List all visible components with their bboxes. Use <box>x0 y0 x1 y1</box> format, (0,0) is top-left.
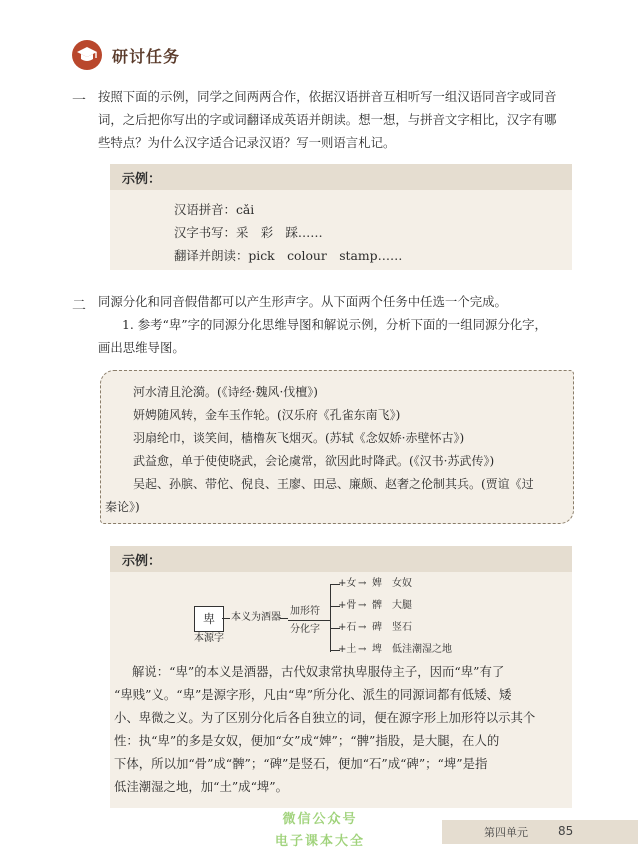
example-1-line: 汉语拼音：cǎi <box>174 202 255 217</box>
connector <box>280 618 288 619</box>
explain-line: 小、卑微之义。为了区别分化后各自独立的词，便在源字形上加形符以示其个 <box>114 710 536 725</box>
section-title: 研讨任务 <box>112 46 181 66</box>
root-char-box: 卑 <box>194 606 224 632</box>
example-1-label: 示例： <box>122 172 162 187</box>
branch-bottom-label: 分化字 <box>290 624 320 635</box>
example-1-line: 汉字书写：采 彩 踩…… <box>174 225 323 240</box>
task-1-line: 按照下面的示例，同学之间两两合作，依据汉语拼音互相听写一组汉语同音字或同音 <box>98 89 557 104</box>
leaf-char: 髀 <box>372 600 382 611</box>
example-2-header <box>110 546 572 572</box>
task-2-number: 二 <box>72 298 86 314</box>
leaf-add: +土 <box>338 644 357 655</box>
quote-line: 河水清且沦漪。(《诗经·魏风·伐檀》) <box>133 385 318 399</box>
example-2-box <box>110 572 572 808</box>
footer-unit: 第四单元 <box>484 826 528 839</box>
bracket <box>330 584 331 652</box>
quote-line: 羽扇纶巾，谈笑间，樯橹灰飞烟灭。(苏轼《念奴娇·赤壁怀古》) <box>133 431 465 445</box>
leaf-add: +骨 <box>338 600 357 611</box>
task-2-sub-line: 1. 参考“卑”字的同源分化思维导图和解说示例，分析下面的一组同源分化字， <box>122 317 547 332</box>
leaf-gloss: 女奴 <box>392 578 412 589</box>
section-heading <box>72 40 180 70</box>
example-2-label: 示例： <box>122 554 162 569</box>
quote-line: 武益愈，单于使使晓武，会论虞常，欲因此时降武。(《汉书·苏武传》) <box>133 454 495 468</box>
quote-box <box>100 370 574 524</box>
quote-line: 吴起、孙膑、带佗、倪良、王廖、田忌、廉颇、赵奢之伦制其兵。(贾谊《过 <box>133 477 534 491</box>
task-1-line: 些特点？为什么汉字适合记录汉语？写一则语言札记。 <box>98 135 396 150</box>
branch-line <box>288 620 330 621</box>
watermark-line: 电子课本大全 <box>274 834 365 849</box>
task-1-number: 一 <box>72 93 86 109</box>
leaf-char: 婢 <box>372 578 382 589</box>
explain-line: “卑贱”义。“卑”是源字形，凡由“卑”所分化、派生的同源词都有低矮、矮 <box>114 687 512 702</box>
explain-line: 性：执“卑”的多是女奴，便加“女”成“婢”；“髀”指股，是大腿，在人的 <box>114 733 500 748</box>
leaf-char: 埤 <box>372 644 382 655</box>
quote-line: 秦论》) <box>105 500 140 514</box>
branch-top-label: 加形符 <box>290 606 320 617</box>
meaning-label: 本义为酒器 <box>231 612 281 623</box>
leaf-add: +石 <box>338 622 357 633</box>
example-1-line: 翻译并朗读：pick colour stamp…… <box>174 248 403 263</box>
quote-line: 妍娉随风转，金车玉作轮。(汉乐府《孔雀东南飞》) <box>133 408 401 422</box>
leaf-gloss: 大腿 <box>392 600 412 611</box>
mortarboard-icon <box>72 40 102 70</box>
mind-map: 卑 本源字 本义为酒器 加形符 分化字 +女 → 婢 女奴 +骨 → 髀 大腿 +石 → 碑 竖石 +土 → 埤 低洼潮湿之地 <box>194 578 452 655</box>
task-2-sub-line: 画出思维导图。 <box>98 340 185 355</box>
leaf-gloss: 竖石 <box>392 622 412 633</box>
watermark-line: 微信公众号 <box>282 812 358 827</box>
task-2-intro: 同源分化和同音假借都可以产生形声字。从下面两个任务中任选一个完成。 <box>98 294 507 309</box>
root-caption: 本源字 <box>194 633 224 644</box>
leaf-gloss: 低洼潮湿之地 <box>392 644 452 655</box>
example-1-box <box>110 190 572 270</box>
explain-line: 解说：“卑”的本义是酒器，古代奴隶常执卑服侍主子，因而“卑”有了 <box>132 664 505 679</box>
leaf-char: 碑 <box>372 622 382 633</box>
task-1-line: 词，之后把你写出的字或词翻译成英语并朗读。想一想，与拼音文字相比，汉字有哪 <box>98 112 557 127</box>
explain-line: 下体，所以加“骨”成“髀”；“碑”是竖石，便加“石”成“碑”；“埤”是指 <box>114 756 488 771</box>
leaf-add: +女 <box>338 578 357 589</box>
explain-line: 低洼潮湿之地，加“土”成“埤”。 <box>114 779 289 794</box>
task-1-text <box>98 85 598 154</box>
page-footer <box>442 820 638 844</box>
example-1-header <box>110 164 572 190</box>
connector <box>222 618 230 619</box>
page-number: 85 <box>558 824 574 838</box>
explanation <box>114 660 566 798</box>
